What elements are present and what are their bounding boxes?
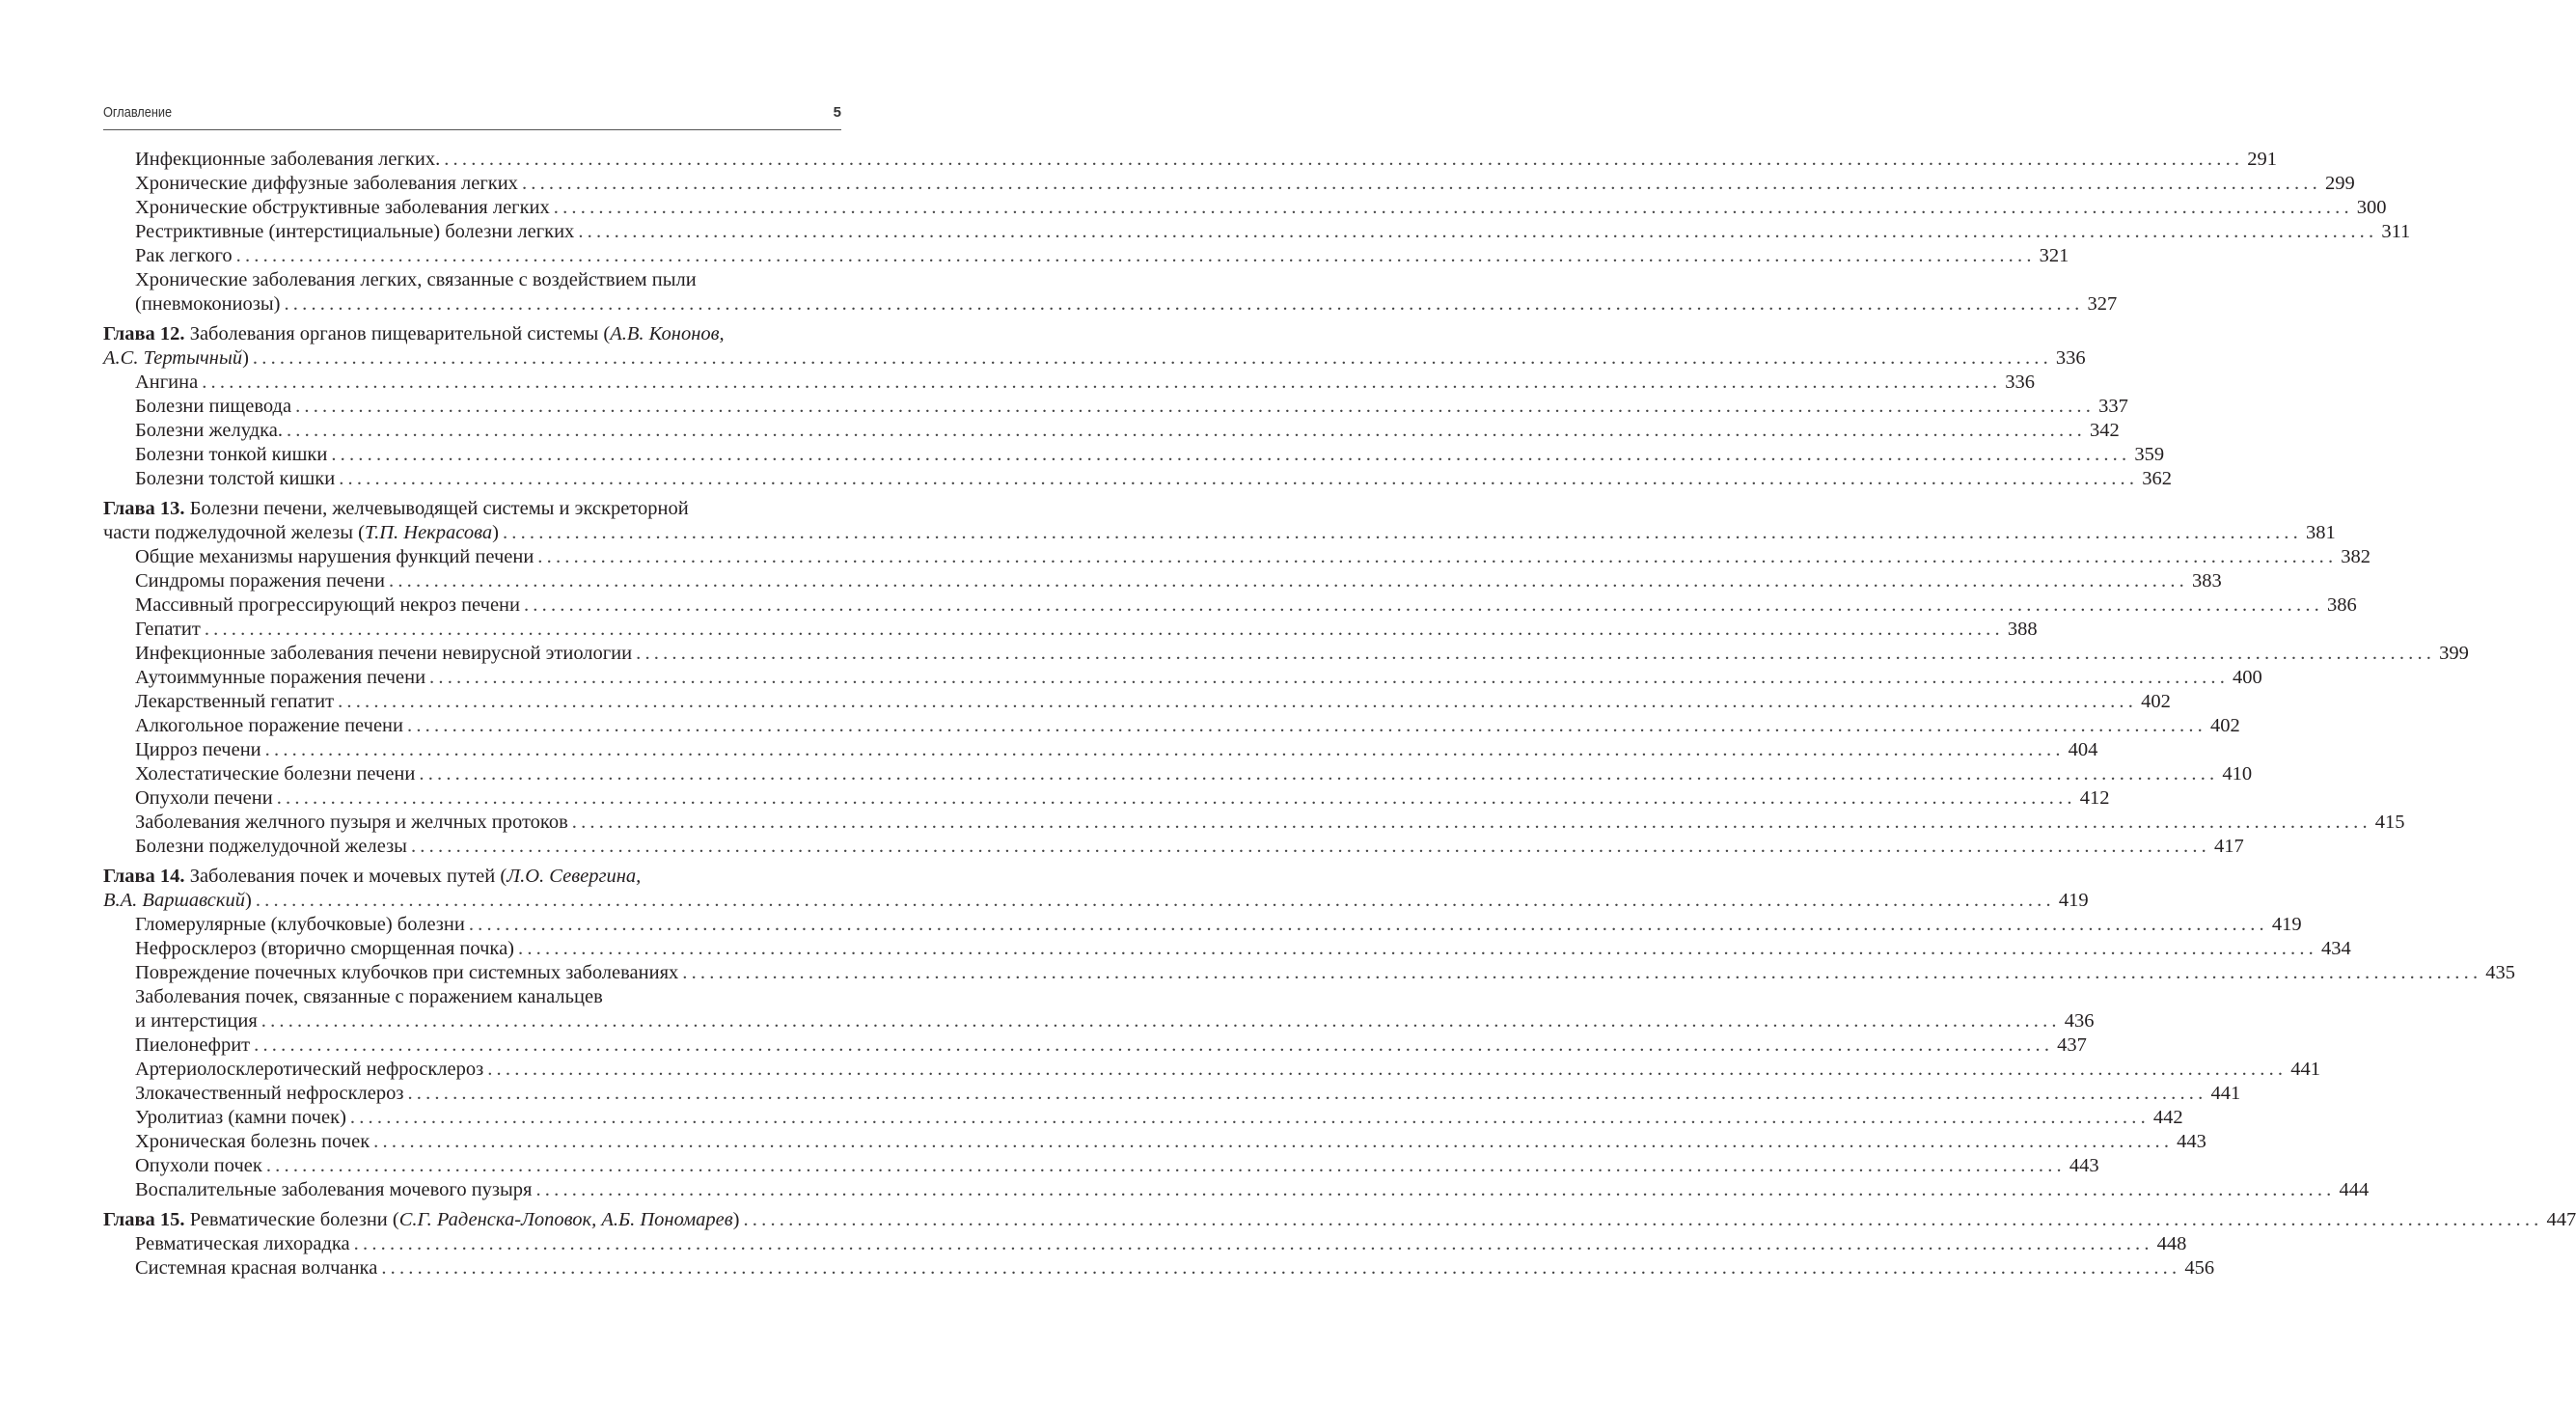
- entry-text: Болезни печени, желчевыводящей системы и экскреторной: [184, 498, 689, 519]
- entry-text: Злокачественный нефросклероз: [135, 1083, 404, 1104]
- entry-text: Заболевания почек, связанные с поражением канальцев: [135, 986, 603, 1007]
- chapter-authors: Т.П. Некрасова: [364, 522, 493, 543]
- dot-leader: ........................................................................................................................................................................................................: [521, 173, 2321, 194]
- toc-line: [135, 593, 2357, 618]
- entry-text: Ангина: [135, 372, 199, 393]
- table-of-contents: [103, 148, 2576, 1280]
- dot-leader: ........................................................................................................................................................................................................: [286, 420, 2086, 441]
- dot-leader: ........................................................................................................................................................................................................: [407, 715, 2206, 736]
- toc-section-entry: [103, 196, 2387, 220]
- toc-page-number: 402: [2210, 715, 2240, 736]
- toc-line: [135, 786, 2110, 811]
- toc-section-entry: [103, 985, 2095, 1033]
- running-header-title: Оглавление: [103, 104, 173, 121]
- toc-line: [135, 1256, 2215, 1280]
- dot-leader: ........................................................................................................................................................................................................: [518, 938, 2317, 959]
- toc-entry-title: [135, 786, 273, 811]
- toc-entry-title: [135, 593, 520, 618]
- toc-line: [135, 371, 2035, 395]
- entry-text: Хронические обструктивные заболевания легких: [135, 197, 550, 218]
- toc-entry-title: [135, 642, 632, 666]
- entry-text: Гепатит: [135, 619, 201, 640]
- toc-section-entry: [103, 618, 2038, 642]
- dot-leader: ........................................................................................................................................................................................................: [260, 1010, 2061, 1032]
- toc-entry-title: [135, 1106, 346, 1130]
- toc-section-entry: [103, 172, 2355, 196]
- toc-entry-title: [135, 762, 415, 786]
- toc-page-number: 388: [2007, 619, 2038, 640]
- entry-text: Рак легкого: [135, 245, 233, 266]
- entry-text: Ревматические болезни (: [184, 1209, 399, 1230]
- toc-page-number: 300: [2356, 197, 2387, 218]
- toc-entry-title: [135, 1178, 532, 1202]
- dot-leader: ........................................................................................................................................................................................................: [295, 396, 2096, 417]
- toc-page-number: 435: [2485, 962, 2516, 983]
- toc-line: [135, 419, 2120, 443]
- toc-chapter-entry: [103, 1208, 2576, 1232]
- dot-leader: ........................................................................................................................................................................................................: [407, 1083, 2207, 1104]
- chapter-label: Глава 14.: [103, 866, 185, 887]
- toc-page-number: 336: [2055, 347, 2086, 369]
- entry-text: Заболевания почек и мочевых путей (: [184, 866, 507, 887]
- toc-section-entry: [103, 786, 2110, 811]
- toc-section-entry: [103, 1256, 2215, 1280]
- toc-page-number: 443: [2177, 1131, 2206, 1152]
- toc-page-number: 381: [2305, 522, 2336, 543]
- toc-section-entry: [103, 961, 2516, 985]
- entry-text: части поджелудочной железы (: [103, 522, 365, 543]
- toc-line: [135, 172, 2355, 196]
- toc-line: [135, 913, 2302, 937]
- entry-text: Болезни пищевода: [135, 396, 292, 417]
- toc-section-entry: [103, 1082, 2241, 1106]
- toc-section-entry: [103, 148, 2277, 172]
- toc-line: [135, 148, 2277, 172]
- dot-leader: ........................................................................................................................................................................................................: [338, 691, 2138, 712]
- toc-line: [135, 1106, 2183, 1130]
- toc-line: [135, 1058, 2320, 1082]
- toc-entry-title: [135, 443, 327, 467]
- toc-line: [103, 521, 2336, 545]
- dot-leader: ........................................................................................................................................................................................................: [419, 763, 2219, 785]
- toc-section-entry: [103, 714, 2240, 738]
- toc-entry-title: [103, 497, 689, 521]
- toc-page-number: 299: [2324, 173, 2355, 194]
- toc-line: [103, 889, 2089, 913]
- toc-page-number: 337: [2098, 396, 2128, 417]
- chapter-label: Глава 12.: [103, 323, 185, 344]
- dot-leader: ........................................................................................................................................................................................................: [284, 293, 2084, 315]
- dot-leader: ........................................................................................................................................................................................................: [204, 619, 2004, 640]
- entry-text: Гломерулярные (клубочковые) болезни: [135, 914, 465, 935]
- toc-entry-title: [135, 1033, 250, 1058]
- entry-text: Системная красная волчанка: [135, 1257, 378, 1279]
- toc-line: [135, 220, 2411, 244]
- entry-text: Массивный прогрессирующий некроз печени: [135, 594, 520, 616]
- dot-leader: ........................................................................................................................................................................................................: [429, 667, 2230, 688]
- toc-entry-title: [135, 395, 291, 419]
- toc-entry-title: [135, 467, 335, 491]
- toc-entry-title: [103, 346, 249, 371]
- entry-text: Воспалительные заболевания мочевого пузыря: [135, 1179, 533, 1200]
- page-number: 5: [833, 104, 841, 121]
- toc-line: [135, 196, 2387, 220]
- dot-leader: ........................................................................................................................................................................................................: [252, 347, 2052, 369]
- toc-entry-title: [135, 913, 465, 937]
- entry-text: Заболевания желчного пузыря и желчных протоков: [135, 812, 568, 833]
- toc-section-entry: [103, 1232, 2187, 1256]
- toc-entry-title: [135, 545, 534, 569]
- toc-section-entry: [103, 1178, 2370, 1202]
- dot-leader: ........................................................................................................................................................................................................: [571, 812, 2371, 833]
- entry-text: Опухоли печени: [135, 787, 273, 809]
- toc-section-entry: [103, 220, 2411, 244]
- dot-leader: ........................................................................................................................................................................................................: [264, 739, 2065, 760]
- dot-leader: ........................................................................................................................................................................................................: [254, 1034, 2054, 1056]
- toc-page-number: 383: [2192, 570, 2222, 592]
- toc-line: [103, 346, 2086, 371]
- entry-text: ): [244, 890, 252, 911]
- toc-entry-title: [103, 865, 641, 889]
- chapter-authors: А.С. Тертычный: [103, 347, 243, 369]
- toc-line: [135, 268, 841, 292]
- toc-entry-title: [135, 292, 280, 317]
- toc-page-number: 415: [2374, 812, 2405, 833]
- running-header: [103, 102, 841, 130]
- toc-page-number: 441: [2210, 1083, 2241, 1104]
- toc-entry-title: [135, 1130, 370, 1154]
- toc-entry-title: [135, 220, 574, 244]
- toc-entry-title: [103, 1208, 739, 1232]
- entry-text: Болезни поджелудочной железы: [135, 836, 407, 857]
- entry-text: (пневмокониозы): [135, 293, 281, 315]
- entry-text: Алкогольное поражение печени: [135, 715, 403, 736]
- entry-text: Болезни желудка.: [135, 420, 283, 441]
- toc-line: [135, 961, 2516, 985]
- toc-section-entry: [103, 1033, 2087, 1058]
- toc-page-number: 362: [2142, 468, 2172, 489]
- toc-line: [135, 292, 2118, 317]
- toc-entry-title: [135, 148, 440, 172]
- entry-text: Холестатические болезни печени: [135, 763, 416, 785]
- entry-text: Пиелонефрит: [135, 1034, 251, 1056]
- entry-text: Заболевания органов пищеварительной системы (: [184, 323, 611, 344]
- entry-text: и интерстиция: [135, 1010, 258, 1032]
- toc-entry-title: [135, 1232, 350, 1256]
- toc-page-number: 382: [2341, 546, 2371, 567]
- toc-entry-title: [135, 196, 550, 220]
- toc-section-entry: [103, 1154, 2099, 1178]
- toc-chapter-entry: [103, 322, 2086, 371]
- toc-line: [135, 762, 2253, 786]
- dot-leader: ........................................................................................................................................................................................................: [682, 962, 2482, 983]
- toc-entry-title: [135, 419, 283, 443]
- entry-text: ): [732, 1209, 740, 1230]
- dot-leader: ........................................................................................................................................................................................................: [255, 890, 2055, 911]
- toc-entry-title: [135, 1082, 403, 1106]
- toc-entry-title: [135, 569, 385, 593]
- dot-leader: ........................................................................................................................................................................................................: [276, 787, 2076, 809]
- toc-page-number: 359: [2134, 444, 2165, 465]
- toc-line: [103, 865, 841, 889]
- dot-leader: ........................................................................................................................................................................................................: [265, 1155, 2066, 1176]
- entry-text: Хроническая болезнь почек: [135, 1131, 370, 1152]
- toc-entry-title: [135, 172, 518, 196]
- chapter-authors: Л.О. Севергина,: [507, 866, 642, 887]
- toc-page-number: 436: [2064, 1010, 2095, 1032]
- toc-page-number: 442: [2152, 1107, 2183, 1128]
- toc-section-entry: [103, 913, 2302, 937]
- toc-page-number: 448: [2156, 1233, 2187, 1254]
- chapter-label: Глава 15.: [103, 1209, 185, 1230]
- chapter-authors: В.А. Варшавский: [103, 890, 245, 911]
- toc-line: [135, 545, 2371, 569]
- toc-section-entry: [103, 811, 2405, 835]
- toc-page-number: 447: [2546, 1209, 2576, 1230]
- toc-line: [135, 443, 2165, 467]
- toc-entry-title: [135, 714, 403, 738]
- toc-line: [135, 244, 2069, 268]
- toc-section-entry: [103, 569, 2222, 593]
- toc-page-number: 434: [2321, 938, 2351, 959]
- entry-text: ): [492, 522, 499, 543]
- toc-section-entry: [103, 419, 2120, 443]
- entry-text: Инфекционные заболевания легких.: [135, 149, 441, 170]
- toc-section-entry: [103, 1106, 2183, 1130]
- entry-text: Хронические заболевания легких, связанные с воздействием пыли: [135, 269, 697, 290]
- dot-leader: ........................................................................................................................................................................................................: [444, 149, 2244, 170]
- dot-leader: ........................................................................................................................................................................................................: [202, 372, 2002, 393]
- toc-section-entry: [103, 545, 2371, 569]
- toc-page-number: 437: [2057, 1034, 2087, 1056]
- toc-section-entry: [103, 835, 2244, 859]
- entry-text: ): [242, 347, 249, 369]
- toc-section-entry: [103, 937, 2351, 961]
- toc-page-number: 444: [2339, 1179, 2370, 1200]
- entry-text: Рестриктивные (интерстициальные) болезни легких: [135, 221, 575, 242]
- toc-entry-title: [135, 371, 198, 395]
- toc-page-number: 417: [2213, 836, 2244, 857]
- toc-line: [103, 497, 841, 521]
- toc-entry-title: [135, 244, 233, 268]
- toc-page-number: 342: [2089, 420, 2120, 441]
- dot-leader: ........................................................................................................................................................................................................: [537, 546, 2338, 567]
- toc-chapter-entry: [103, 497, 2336, 545]
- entry-text: Артериолосклеротический нефросклероз: [135, 1059, 484, 1080]
- toc-page-number: 419: [2058, 890, 2089, 911]
- entry-text: Уролитиаз (камни почек): [135, 1107, 346, 1128]
- toc-section-entry: [103, 1058, 2320, 1082]
- entry-text: Синдромы поражения печени: [135, 570, 385, 592]
- toc-section-entry: [103, 738, 2098, 762]
- toc-page-number: 419: [2271, 914, 2302, 935]
- toc-line: [135, 395, 2128, 419]
- toc-section-entry: [103, 642, 2469, 666]
- toc-entry-title: [135, 1154, 262, 1178]
- toc-line: [135, 642, 2469, 666]
- chapter-authors: С.Г. Раденска-Лоповок, А.Б. Пономарев: [398, 1209, 733, 1230]
- toc-page-number: 404: [2068, 739, 2098, 760]
- toc-entry-title: [135, 811, 568, 835]
- toc-section-entry: [103, 395, 2128, 419]
- toc-entry-title: [103, 889, 252, 913]
- dot-leader: ........................................................................................................................................................................................................: [331, 444, 2131, 465]
- toc-entry-title: [135, 666, 425, 690]
- toc-line: [135, 985, 841, 1009]
- toc-line: [135, 937, 2351, 961]
- toc-page-number: 412: [2079, 787, 2110, 809]
- toc-line: [135, 714, 2240, 738]
- dot-leader: ........................................................................................................................................................................................................: [381, 1257, 2181, 1279]
- toc-line: [135, 690, 2171, 714]
- toc-entry-title: [103, 322, 725, 346]
- toc-section-entry: [103, 244, 2069, 268]
- toc-entry-title: [135, 268, 697, 292]
- toc-line: [135, 569, 2222, 593]
- entry-text: Ревматическая лихорадка: [135, 1233, 350, 1254]
- toc-section-entry: [103, 593, 2357, 618]
- toc-line: [135, 666, 2262, 690]
- toc-section-entry: [103, 467, 2172, 491]
- entry-text: Болезни толстой кишки: [135, 468, 336, 489]
- toc-entry-title: [135, 961, 678, 985]
- toc-page-number: 400: [2233, 667, 2262, 688]
- dot-leader: ........................................................................................................................................................................................................: [468, 914, 2268, 935]
- dot-leader: ........................................................................................................................................................................................................: [339, 468, 2139, 489]
- entry-text: Опухоли почек: [135, 1155, 262, 1176]
- dot-leader: ........................................................................................................................................................................................................: [389, 570, 2188, 592]
- toc-page-number: 399: [2439, 643, 2469, 664]
- toc-line: [135, 1130, 2206, 1154]
- dot-leader: ........................................................................................................................................................................................................: [353, 1233, 2153, 1254]
- toc-page-number: 386: [2326, 594, 2357, 616]
- toc-page-number: 441: [2290, 1059, 2320, 1080]
- toc-entry-title: [135, 835, 407, 859]
- dot-leader: ........................................................................................................................................................................................................: [502, 522, 2302, 543]
- toc-page-number: 443: [2069, 1155, 2099, 1176]
- toc-line: [135, 618, 2038, 642]
- entry-text: Инфекционные заболевания печени невирусной этиологии: [135, 643, 633, 664]
- toc-section-entry: [103, 762, 2253, 786]
- dot-leader: ........................................................................................................................................................................................................: [636, 643, 2436, 664]
- dot-leader: ........................................................................................................................................................................................................: [553, 197, 2353, 218]
- toc-line: [135, 811, 2405, 835]
- entry-text: Нефросклероз (вторично сморщенная почка): [135, 938, 514, 959]
- toc-entry-title: [135, 690, 334, 714]
- entry-text: Цирроз печени: [135, 739, 261, 760]
- dot-leader: ........................................................................................................................................................................................................: [349, 1107, 2150, 1128]
- toc-page-number: 456: [2184, 1257, 2215, 1279]
- entry-text: Общие механизмы нарушения функций печени: [135, 546, 534, 567]
- toc-entry-title: [135, 1058, 483, 1082]
- toc-line: [135, 467, 2172, 491]
- toc-chapter-entry: [103, 865, 2089, 913]
- toc-page-number: 321: [2039, 245, 2069, 266]
- toc-page-number: 311: [2381, 221, 2411, 242]
- dot-leader: ........................................................................................................................................................................................................: [410, 836, 2210, 857]
- toc-line: [135, 835, 2244, 859]
- entry-text: Повреждение почечных клубочков при системных заболеваниях: [135, 962, 679, 983]
- entry-text: Аутоиммунные поражения печени: [135, 667, 426, 688]
- toc-entry-title: [135, 1009, 258, 1033]
- dot-leader: ........................................................................................................................................................................................................: [235, 245, 2036, 266]
- toc-line: [135, 738, 2098, 762]
- dot-leader: ........................................................................................................................................................................................................: [373, 1131, 2174, 1152]
- toc-line: [135, 1178, 2370, 1202]
- toc-section-entry: [103, 690, 2171, 714]
- dot-leader: ........................................................................................................................................................................................................: [578, 221, 2378, 242]
- dot-leader: ........................................................................................................................................................................................................: [523, 594, 2323, 616]
- toc-page-number: 327: [2087, 293, 2118, 315]
- toc-line: [135, 1033, 2087, 1058]
- dot-leader: ........................................................................................................................................................................................................: [487, 1059, 2288, 1080]
- chapter-authors: А.В. Кононов,: [610, 323, 725, 344]
- entry-text: Болезни тонкой кишки: [135, 444, 328, 465]
- toc-line: [135, 1232, 2187, 1256]
- toc-line: [135, 1154, 2099, 1178]
- entry-text: Хронические диффузные заболевания легких: [135, 173, 518, 194]
- toc-entry-title: [103, 521, 499, 545]
- dot-leader: ........................................................................................................................................................................................................: [535, 1179, 2336, 1200]
- toc-page-number: 336: [2005, 372, 2035, 393]
- toc-line: [103, 1208, 2576, 1232]
- toc-entry-title: [135, 985, 603, 1009]
- toc-section-entry: [103, 268, 2118, 317]
- toc-entry-title: [135, 937, 514, 961]
- toc-entry-title: [135, 738, 261, 762]
- toc-section-entry: [103, 1130, 2206, 1154]
- dot-leader: ........................................................................................................................................................................................................: [743, 1209, 2543, 1230]
- toc-line: [135, 1009, 2095, 1033]
- toc-entry-title: [135, 618, 201, 642]
- entry-text: Лекарственный гепатит: [135, 691, 335, 712]
- toc-line: [103, 322, 841, 346]
- toc-entry-title: [135, 1256, 377, 1280]
- toc-section-entry: [103, 443, 2165, 467]
- toc-section-entry: [103, 666, 2262, 690]
- chapter-label: Глава 13.: [103, 498, 185, 519]
- toc-page-number: 410: [2222, 763, 2253, 785]
- toc-line: [135, 1082, 2241, 1106]
- toc-page-number: 291: [2247, 149, 2277, 170]
- toc-page-number: 402: [2141, 691, 2171, 712]
- toc-section-entry: [103, 371, 2035, 395]
